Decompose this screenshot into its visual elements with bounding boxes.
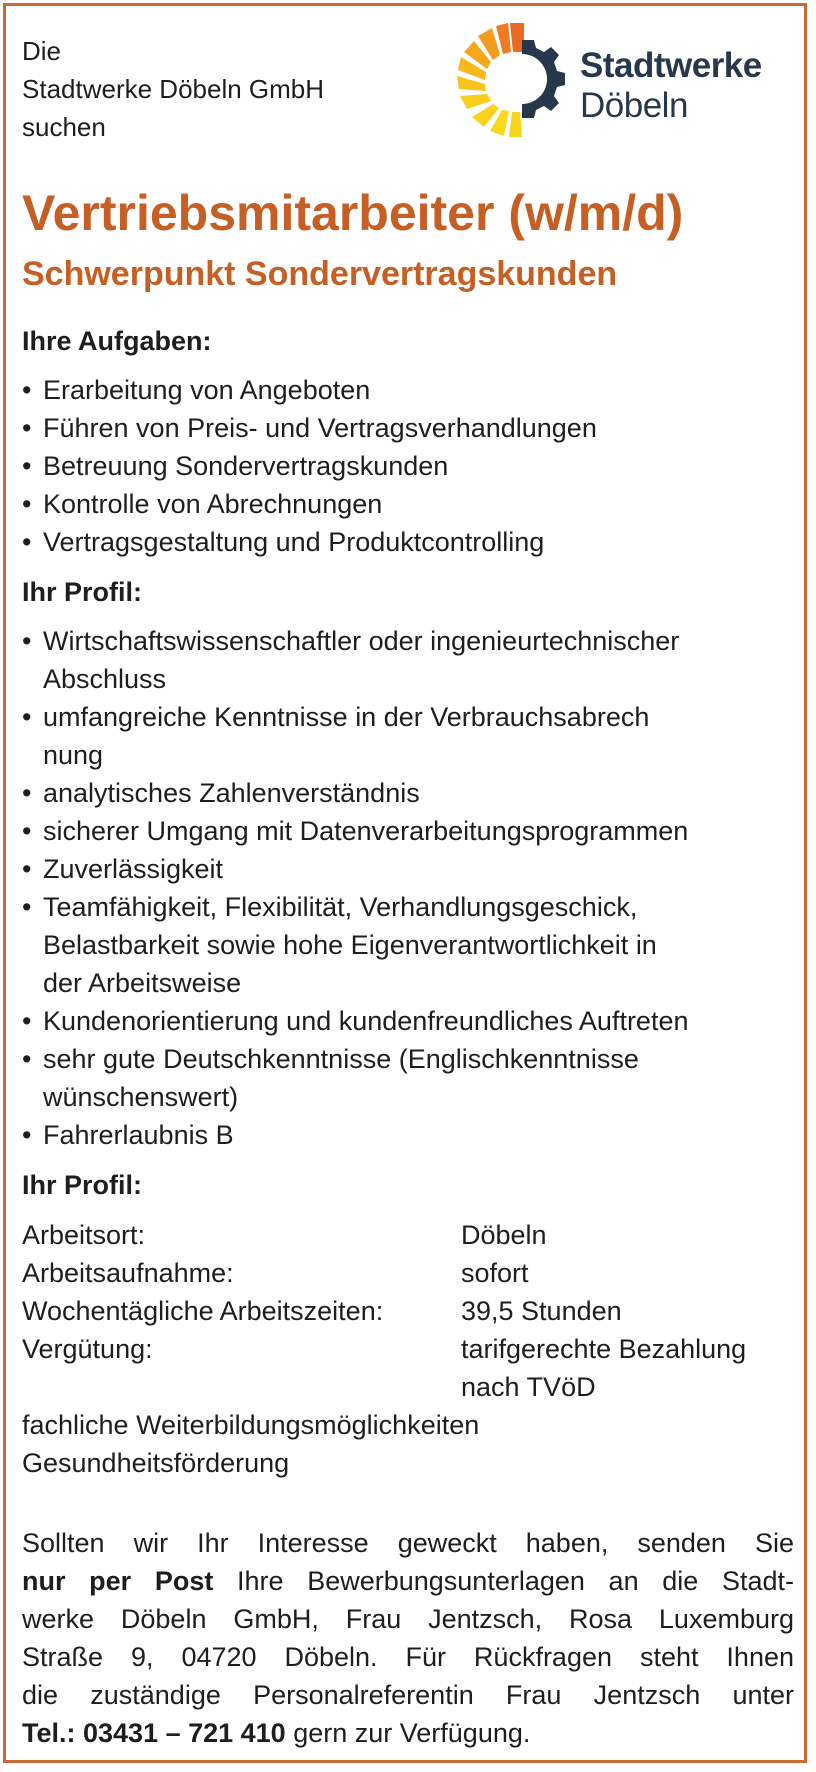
logo-line-2: Döbeln xyxy=(580,86,688,125)
offer-fact-label: Vergütung: xyxy=(22,1334,153,1364)
tasks-heading: Ihre Aufgaben: xyxy=(22,326,212,356)
task-item: • Führen von Preis- und Vertragsverhandlungen xyxy=(22,409,794,447)
profile-item-line: • Zuverlässigkeit xyxy=(43,854,224,884)
intro-text xyxy=(22,32,324,146)
profile-item xyxy=(22,1002,794,1040)
intro-line: suchen xyxy=(22,112,106,142)
closing-line: nur per Post Ihre Bewerbungsunterlagen an die Stadt- xyxy=(22,1566,794,1596)
phone-number: Tel.: 03431 – 721 410 xyxy=(22,1718,286,1748)
job-subtitle: Schwerpunkt Sondervertragskunden xyxy=(22,255,618,293)
profile-item-line: wünschenswert) xyxy=(43,1082,239,1112)
offer-fact-value: Döbeln xyxy=(461,1220,547,1250)
profile-item-line: • umfangreiche Kenntnisse in der Verbrauchsabrech xyxy=(43,702,650,732)
offer-fact-label: Arbeitsort: xyxy=(22,1220,146,1250)
profile-item xyxy=(22,812,794,850)
profile-item xyxy=(22,1116,794,1154)
profile-item-line: • sicherer Umgang mit Datenverarbeitungsprogrammen xyxy=(43,816,689,846)
sun-gear-icon xyxy=(452,20,576,140)
task-item: • Erarbeitung von Angeboten xyxy=(22,371,794,409)
profile-item-line: • sehr gute Deutschkenntnisse (Englischkenntnisse xyxy=(43,1044,639,1074)
closing-line: Straße 9, 04720 Döbeln. Für Rückfragen steht Ihnen xyxy=(22,1642,794,1672)
closing-line: Sollten wir Ihr Interesse geweckt haben, senden Sie xyxy=(22,1528,794,1558)
profile-item xyxy=(22,850,794,888)
offer-fact-value: sofort xyxy=(461,1258,529,1288)
offer-heading: Ihr Profil: xyxy=(22,1170,142,1200)
profile-item-line: • analytisches Zahlenverständnis xyxy=(43,778,420,808)
profile-item xyxy=(22,622,794,698)
offer-fact-label: Wochentägliche Arbeitszeiten: xyxy=(22,1296,384,1326)
profile-item xyxy=(22,774,794,812)
profile-item-line: • Fahrerlaubnis B xyxy=(43,1120,234,1150)
offer-fact-value: 39,5 Stunden xyxy=(461,1296,622,1326)
closing-line: werke Döbeln GmbH, Frau Jentzsch, Rosa Luxemburg xyxy=(22,1604,794,1634)
logo-line-1: Stadtwerke xyxy=(580,46,762,85)
closing-line: Tel.: 03431 – 721 410 gern zur Verfügung. xyxy=(22,1718,531,1748)
profile-item-line: • Kundenorientierung und kundenfreundliches Auftreten xyxy=(43,1006,689,1036)
application-instructions xyxy=(22,1524,794,1752)
profile-item-line: • Teamfähigkeit, Flexibilität, Verhandlungsgeschick, xyxy=(43,892,638,922)
offer-fact-label: Arbeitsaufnahme: xyxy=(22,1258,234,1288)
offer-extras xyxy=(22,1406,794,1482)
profile-item-line: der Arbeitsweise xyxy=(43,968,242,998)
intro-line: Stadtwerke Döbeln GmbH xyxy=(22,74,325,104)
closing-emphasis: nur per Post xyxy=(22,1566,214,1596)
task-item: • Vertragsgestaltung und Produktcontrolling xyxy=(22,523,794,561)
profile-list xyxy=(22,622,794,1154)
intro-line: Die xyxy=(22,36,62,66)
task-item: • Betreuung Sondervertragskunden xyxy=(22,447,794,485)
profile-item-line: Belastbarkeit sowie hohe Eigenverantwortlichkeit in xyxy=(43,930,657,960)
profile-item xyxy=(22,1040,794,1116)
offer-fact-row xyxy=(22,1292,794,1330)
offer-extra: Gesundheitsförderung xyxy=(22,1448,290,1478)
offer-fact-row xyxy=(22,1216,794,1254)
profile-heading: Ihr Profil: xyxy=(22,577,142,607)
company-logo-wordmark xyxy=(580,46,762,126)
offer-extra: fachliche Weiterbildungsmöglichkeiten xyxy=(22,1410,480,1440)
tasks-list xyxy=(22,371,794,561)
offer-fact-value: tarifgerechte Bezahlung nach TVöD xyxy=(461,1334,747,1402)
offer-fact-row xyxy=(22,1254,794,1292)
profile-item-line: nung xyxy=(43,740,104,770)
profile-item xyxy=(22,888,794,1002)
closing-line: die zuständige Personalreferentin Frau Jentzsch unter xyxy=(22,1680,794,1710)
profile-item-line: Abschluss xyxy=(43,664,167,694)
offer-fact-row xyxy=(22,1330,794,1406)
job-title: Vertriebsmitarbeiter (w/m/d) xyxy=(22,185,684,241)
ad-body xyxy=(22,322,794,1482)
offer-facts xyxy=(22,1216,794,1406)
profile-item-line: • Wirtschaftswissenschaftler oder ingenieurtechnischer xyxy=(43,626,680,656)
profile-item xyxy=(22,698,794,774)
task-item: • Kontrolle von Abrechnungen xyxy=(22,485,794,523)
